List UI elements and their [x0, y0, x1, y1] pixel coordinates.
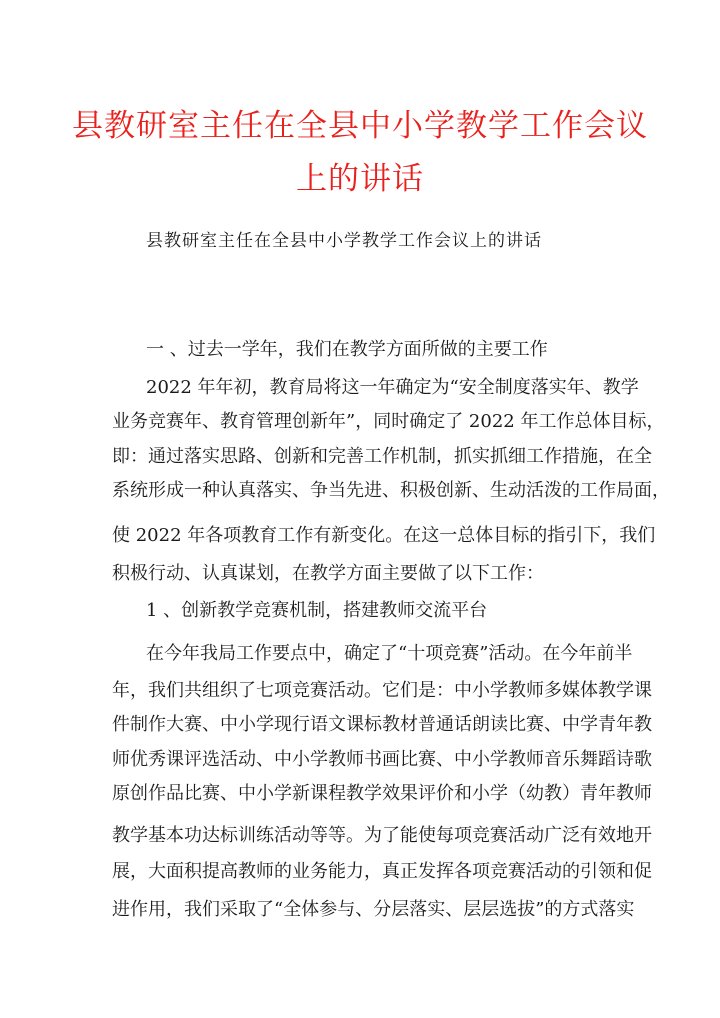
paragraph-line: 件制作大赛、中小学现行语文课标教材普通话朗读比赛、中学青年教: [112, 714, 652, 735]
document-title-line-1: 县教研室主任在全县中小学教学工作会议: [72, 108, 648, 144]
paragraph-line: 师优秀课评选活动、中小学教师书画比赛、中小学教师音乐舞蹈诗歌: [112, 749, 652, 770]
paragraph-line: 系统形成一种认真落实、争当先进、积极创新、生动活泼的工作局面，: [112, 480, 670, 501]
paragraph-line: 教学基本功达标训练活动等等。为了能使每项竞赛活动广泛有效地开: [112, 825, 652, 846]
paragraph-line: 2022 年年初，教育局将这一年确定为“安全制度落实年、教学: [146, 377, 639, 398]
paragraph-line: 积极行动、认真谋划，在教学方面主要做了以下工作：: [112, 563, 544, 584]
paragraph-line: 在今年我局工作要点中，确定了“十项竞赛”活动。在今年前半: [146, 643, 633, 664]
document-subtitle: 县教研室主任在全县中小学教学工作会议上的讲话: [146, 231, 542, 251]
document-title-line-2: 上的讲话: [296, 161, 424, 197]
paragraph-line: 业务竞赛年、教育管理创新年”，同时确定了 2022 年工作总体目标，: [112, 411, 665, 432]
paragraph-line: 年，我们共组织了七项竞赛活动。它们是：中小学教师多媒体教学课: [112, 680, 652, 701]
paragraph-line: 即：通过落实思路、创新和完善工作机制，抓实抓细工作措施，在全: [112, 446, 652, 467]
subsection-heading: 1 、创新教学竞赛机制，搭建教师交流平台: [146, 600, 488, 621]
section-heading: 一 、过去一学年，我们在教学方面所做的主要工作: [146, 339, 548, 360]
paragraph-line: 原创作品比赛、中小学新课程教学效果评价和小学（幼教）青年教师: [112, 783, 652, 804]
paragraph-line: 使 2022 年各项教育工作有新变化。在这一总体目标的指引下，我们: [112, 525, 656, 546]
paragraph-line: 进作用，我们采取了“全体参与、分层落实、层层选拔”的方式落实: [112, 899, 635, 920]
paragraph-line: 展，大面积提高教师的业务能力，真正发挥各项竞赛活动的引领和促: [112, 861, 652, 882]
